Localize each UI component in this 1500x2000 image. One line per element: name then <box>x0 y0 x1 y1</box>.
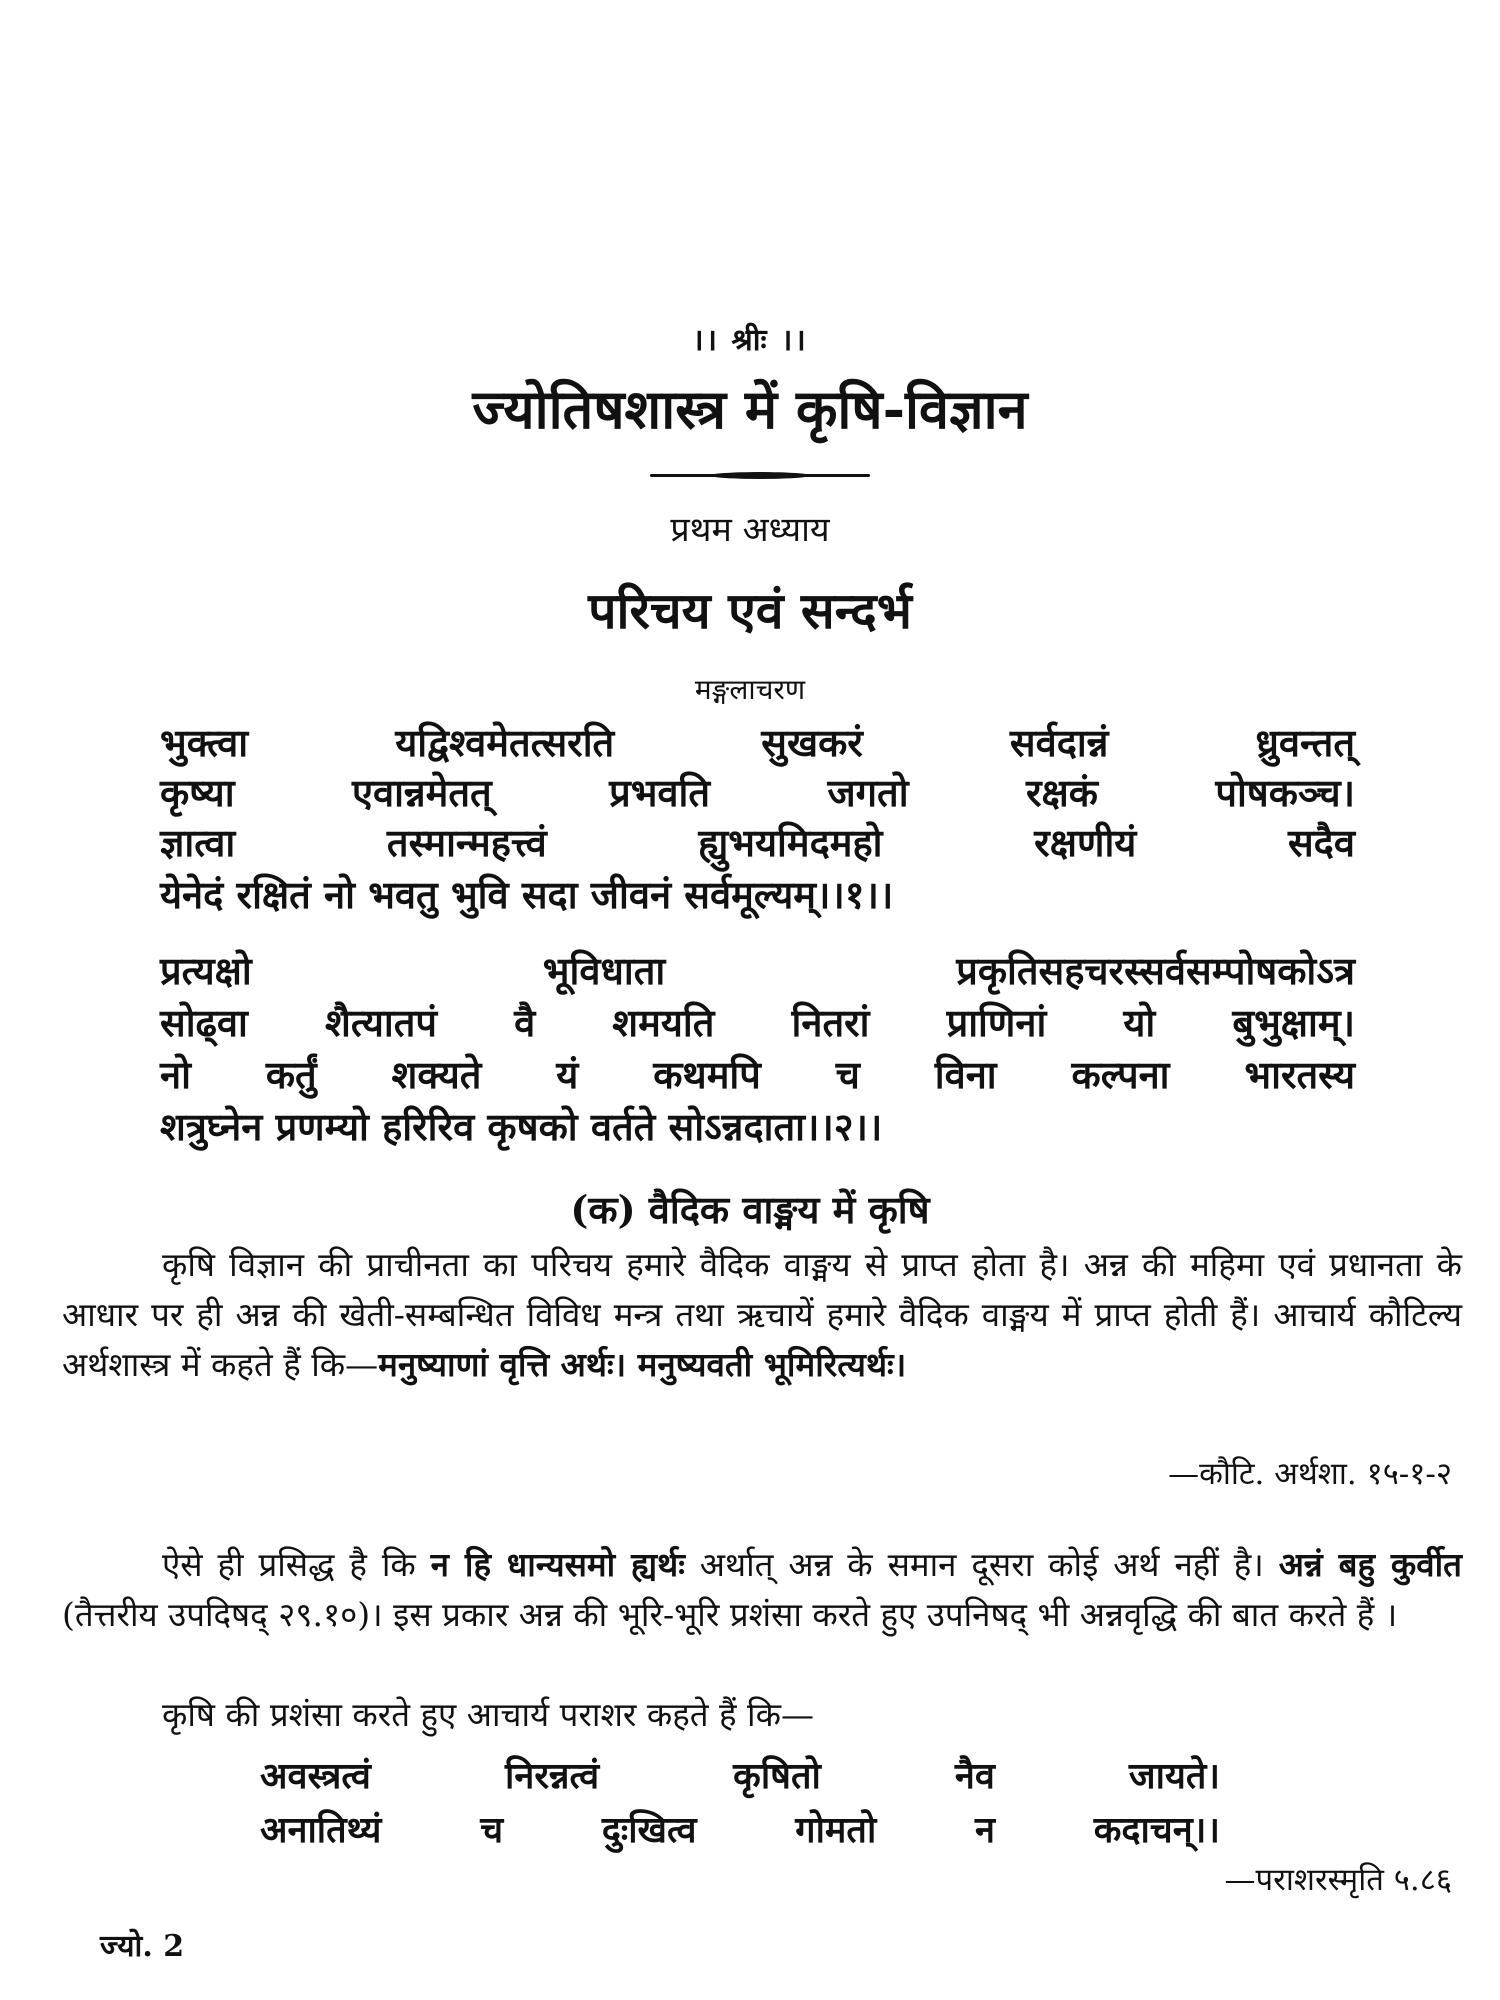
quote-line: अवस्त्रत्वं निरन्नत्वं कृषितो नैव जायते। <box>260 1755 1220 1797</box>
paragraph <box>62 1540 1462 1640</box>
citation: —पराशरस्मृति ५.८६ <box>1224 1862 1452 1898</box>
paragraph-text: (तैत्तरीय उपदिषद् २९.१०)। इस प्रकार अन्न की भूरि-भूरि प्रशंसा करते हुए उपनिषद् भी अन्नवृद्धि की बात करते हैं । <box>62 1595 1398 1634</box>
sanskrit-quote: न हि धान्यसमो ह्यर्थः <box>430 1545 685 1584</box>
sanskrit-quote: अन्नं बहु कुर्वीत <box>1278 1545 1462 1584</box>
decorative-divider <box>650 474 870 477</box>
verse-line: प्रत्यक्षो भूविधाता प्रकृतिसहचरस्सर्वसम्पोषकोऽत्र <box>160 948 1355 993</box>
verse-line: सोढ्वा शैत्यातपं वै शमयति नितरां प्राणिनां यो बुभुक्षाम्। <box>160 1000 1355 1045</box>
verse-line: कृष्या एवान्नमेतत् प्रभवति जगतो रक्षकं पोषकञ्च। <box>160 770 1355 815</box>
invocation-label: मङ्गलाचरण <box>694 673 806 706</box>
quote-line: अनातिथ्यं च दुःखित्व गोमतो न कदाचन्।। <box>260 1809 1220 1851</box>
book-title: ज्योतिषशास्त्र में कृषि-विज्ञान <box>472 377 1028 441</box>
page-signature: ज्यो. 2 <box>100 1929 185 1964</box>
paragraph <box>62 1240 1462 1390</box>
chapter-title: परिचय एवं सन्दर्भ <box>588 581 912 640</box>
paragraph-text: कृषि विज्ञान की प्राचीनता का परिचय हमारे वैदिक वाङ्मय से प्राप्त होता है। अन्न की महिमा एवं प्रधानता के आधार पर ही अन्न की खेती-सम्बन्धित विविध मन्त्र तथा ऋचायें हमारे वैदिक वाङ्मय में प्राप्त होती हैं। आचार्य कौटिल्य अर्थशास्त्र में कहते हैं कि— <box>62 1245 1462 1384</box>
chapter-label: प्रथम अध्याय <box>670 510 830 550</box>
paragraph <box>62 1690 1462 1740</box>
paragraph-text: अर्थात् अन्न के समान दूसरा कोई अर्थ नहीं है। <box>684 1545 1279 1584</box>
verse-line: नो कर्तुं शक्यते यं कथमपि च विना कल्पना भारतस्य <box>160 1052 1355 1097</box>
verse-line: येनेदं रक्षितं नो भवतु भुवि सदा जीवनं सर्वमूल्यम्।।१।। <box>160 872 894 917</box>
invocation-mark: ।। श्रीः ।। <box>692 323 808 358</box>
sanskrit-quote: मनुष्याणां वृत्ति अर्थः। मनुष्यवती भूमिरित्यर्थः। <box>378 1345 907 1384</box>
verse-line: भुक्त्वा यद्विश्वमेतत्सरति सुखकरं सर्वदान्नं ध्रुवन्तत् <box>160 720 1355 765</box>
verse-line: शत्रुघ्नेन प्रणम्यो हरिरिव कृषको वर्तते सोऽन्नदाता।।२।। <box>160 1104 883 1149</box>
paragraph-text: ऐसे ही प्रसिद्ध है कि <box>162 1545 431 1584</box>
verse-line: ज्ञात्वा तस्मान्महत्त्वं ह्युभयमिदमहो रक्षणीयं सदैव <box>160 820 1355 865</box>
section-heading: (क) वैदिक वाङ्मय में कृषि <box>570 1187 930 1232</box>
citation: —कौटि. अर्थशा. १५-१-२ <box>1168 1456 1452 1492</box>
paragraph-text: कृषि की प्रशंसा करते हुए आचार्य पराशर कहते हैं कि— <box>162 1695 814 1734</box>
